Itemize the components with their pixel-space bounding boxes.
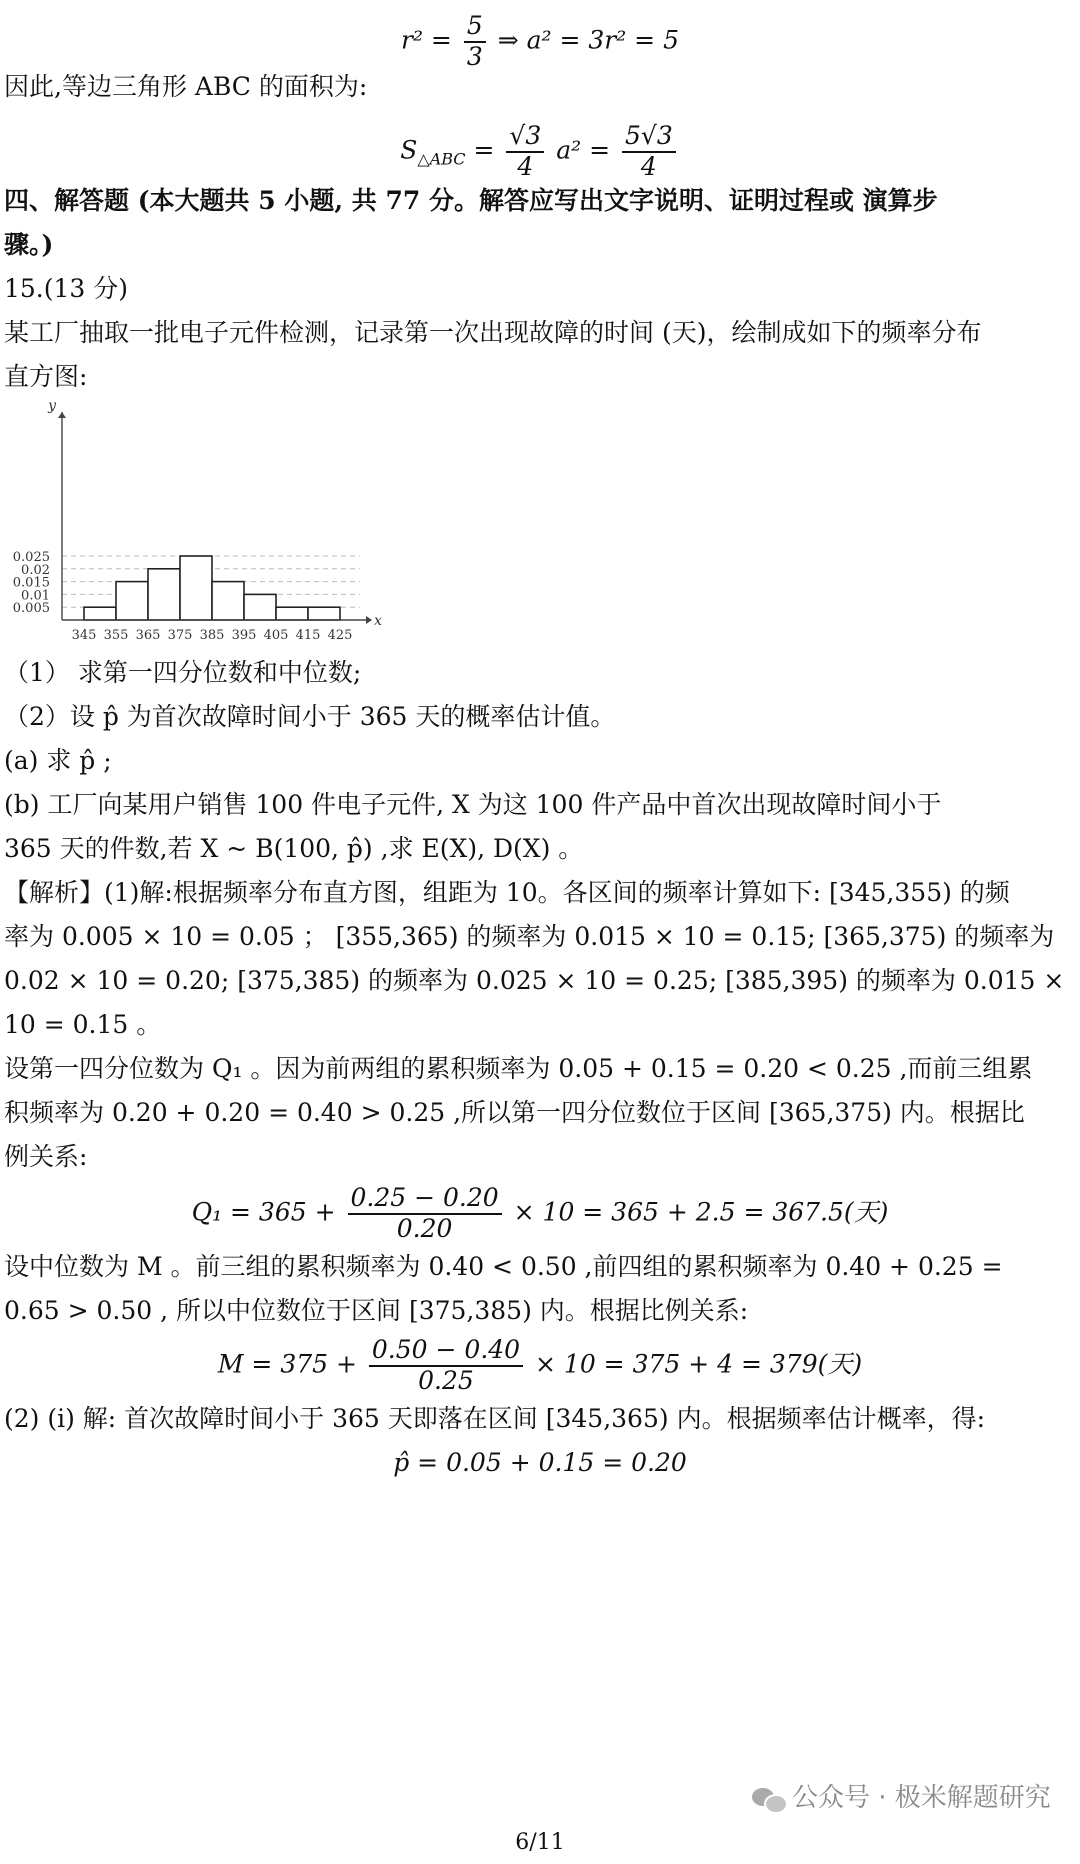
fraction-sqrt3-over-4: $\frac{√3}{4}$ [506, 122, 544, 182]
fraction-q1: $\frac{0.25 - 0.20}{0.20}$ [348, 1184, 502, 1244]
sub-question-a: (a) 求 p̂ ; [4, 746, 112, 775]
solution-line-8: 设中位数为 M 。前三组的累积频率为 0.40 < 0.50 ,前四组的累积频率为 0.40 + 0.25 = [4, 1252, 1003, 1281]
x-axis-arrow [366, 616, 372, 624]
problem-statement-cont: 直方图: [4, 362, 88, 391]
x-tick-label: 425 [327, 628, 353, 643]
y-tick-label: 0.01 [21, 588, 50, 604]
sub-question-b-cont: 365 天的件数,若 X ~ B(100, p̂) ,求 E(X), D(X) 。 [4, 834, 584, 863]
section-title: 四、解答题 (本大题共 5 小题, 共 77 分。解答应写出文字说明、证明过程或 演算步 [4, 186, 938, 215]
solution-line-5: 设第一四分位数为 Q₁ 。因为前两组的累积频率为 0.05 + 0.15 = 0.20 < 0.25 ,而前三组累 [4, 1054, 1033, 1083]
y-tick-label: 0.005 [12, 601, 50, 617]
problem-statement: 某工厂抽取一批电子元件检测，记录第一次出现故障的时间 (天)，绘制成如下的频率分布 [4, 318, 982, 347]
x-tick-label: 385 [199, 628, 225, 643]
y-axis-label: y [48, 400, 56, 414]
y-tick-label: 0.015 [12, 575, 50, 591]
equation-first-quartile: Q₁ = 365 + $\frac{0.25 - 0.20}{0.20}$ × 10 = 365 + 2.5 = 367.5(天) [191, 1183, 889, 1243]
sub-question-b: (b) 工厂向某用户销售 100 件电子元件, X 为这 100 件产品中首次出现故障时间小于 [4, 790, 942, 819]
section-title-cont: 骤。) [4, 230, 54, 259]
histogram-bar [308, 607, 340, 620]
y-tick-label: 0.02 [21, 562, 50, 578]
x-tick-label: 375 [167, 628, 193, 643]
histogram-bar [116, 582, 148, 620]
histogram-bar [212, 582, 244, 620]
page-number: 6/11 [515, 1830, 565, 1855]
sub-question-2: （2）设 p̂ 为首次故障时间小于 365 天的概率估计值。 [4, 702, 616, 731]
equation-triangle-area: $S_{\triangle ABC}$ = $\frac{√3}{4}$ a² = $\frac{5√3}{4}$ [0, 122, 1080, 182]
solution-line-2: 率为 0.005 × 10 = 0.05 ； [355,365) 的频率为 0.015 × 10 = 0.15; [365,375) 的频率为 [4, 922, 1055, 951]
x-tick-label: 415 [295, 628, 321, 643]
solution-line-10: (2) (i) 解: 首次故障时间小于 365 天即落在区间 [345,365) 内。根据频率估计概率，得: [4, 1404, 985, 1433]
area-intro-text: 因此,等边三角形 ABC 的面积为: [4, 72, 368, 101]
sub-question-1: （1） 求第一四分位数和中位数; [4, 658, 362, 687]
watermark: 公众号 · 极米解题研究 [752, 1777, 1051, 1814]
equation-median: M = 375 + $\frac{0.50 - 0.40}{0.25}$ × 10 = 375 + 4 = 379(天) [217, 1335, 863, 1395]
histogram-bar [84, 607, 116, 620]
frequency-histogram [0, 400, 440, 650]
histogram-bar [148, 569, 180, 620]
histogram-bar [244, 594, 276, 620]
solution-line-4: 10 = 0.15 。 [4, 1010, 162, 1039]
wechat-icon [752, 1786, 786, 1812]
question-15-header: 15.(13 分) [4, 274, 129, 303]
y-tick-label: 0.025 [12, 550, 50, 565]
equation-p-hat: p̂ = 0.05 + 0.15 = 0.20 [393, 1448, 687, 1477]
x-axis-label: x [374, 613, 382, 629]
x-tick-label: 345 [71, 628, 97, 643]
solution-line-1: 【解析】(1)解:根据频率分布直方图，组距为 10。各区间的频率计算如下: [345,355) 的频 [4, 878, 1010, 907]
fraction-five-thirds: $\frac{5}{3}$ [464, 12, 486, 72]
x-tick-label: 395 [231, 628, 257, 643]
equation-r-squared: r² = $\frac{5}{3}$ ⇒ a² = 3r² = 5 [401, 11, 679, 71]
fraction-5sqrt3-over-4: $\frac{5√3}{4}$ [622, 122, 676, 182]
solution-line-3: 0.02 × 10 = 0.20; [375,385) 的频率为 0.025 × 10 = 0.25; [385,395) 的频率为 0.015 × [4, 966, 1065, 995]
histogram-bar [276, 607, 308, 620]
solution-line-6: 积频率为 0.20 + 0.20 = 0.40 > 0.25 ,所以第一四分位数位于区间 [365,375) 内。根据比 [4, 1098, 1025, 1127]
y-axis-arrow [58, 412, 66, 418]
solution-line-9: 0.65 > 0.50 , 所以中位数位于区间 [375,385) 内。根据比例关系: [4, 1296, 749, 1325]
solution-line-7: 例关系: [4, 1142, 88, 1171]
x-tick-label: 355 [103, 628, 129, 643]
x-tick-label: 365 [135, 628, 161, 643]
fraction-median: $\frac{0.50 - 0.40}{0.25}$ [369, 1336, 523, 1396]
x-tick-label: 405 [263, 628, 289, 643]
histogram-bar [180, 556, 212, 620]
